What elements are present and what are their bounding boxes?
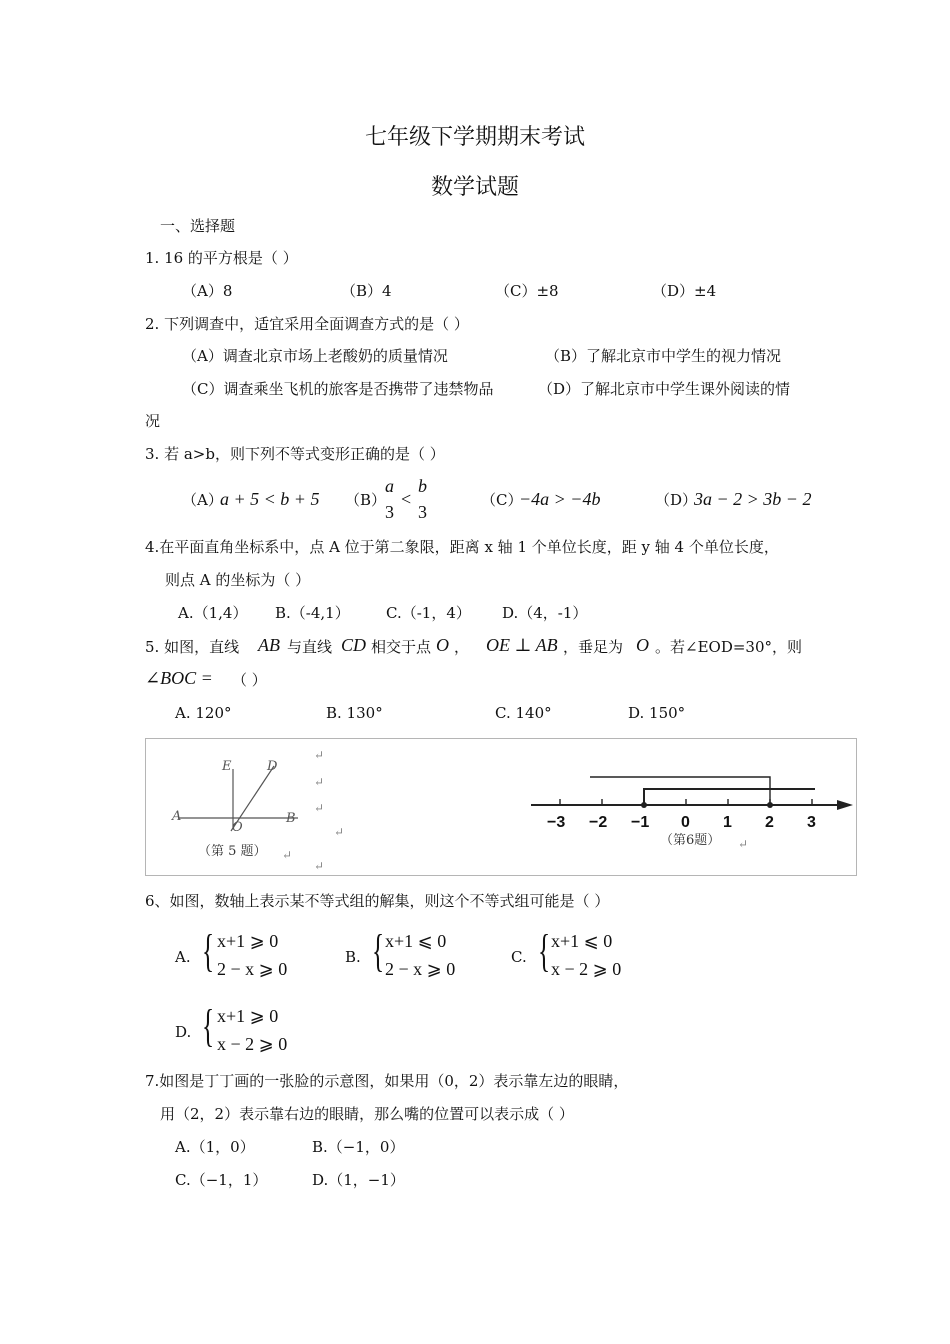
q6-option-a-system [217, 927, 287, 983]
q6-option-b-label: B. [345, 948, 361, 966]
tick-label: 3 [807, 814, 816, 831]
q3-option-b-num-a: a [385, 476, 394, 496]
q5-text-1: 5. 如图，直线 [145, 638, 240, 656]
q1-option-d: （D）±4 [652, 282, 717, 300]
q1-option-b: （B）4 [341, 282, 392, 300]
q6-option-b-brace: { [372, 925, 385, 976]
q3-option-d-label: （D） [655, 491, 698, 509]
exam-title: 七年级下学期期末考试 [364, 125, 585, 150]
q3-option-c-label: （C） [481, 491, 523, 509]
q3-option-a-expr: a + 5 < b + 5 [220, 489, 320, 509]
q7-stem: 7.如图是丁丁画的一张脸的示意图，如果用（0，2）表示靠左边的眼睛， [145, 1072, 629, 1090]
q6-option-c-ineq1: x+1 ⩽ 0 [551, 931, 613, 951]
figure-box [145, 738, 857, 876]
tick-label: 2 [765, 814, 774, 831]
q6-option-c-brace: { [538, 925, 551, 976]
q7-option-b: B.（−1，0） [312, 1138, 405, 1156]
q4-option-c: C.（-1，4） [386, 604, 471, 622]
q3-option-c-expr: −4a > −4b [519, 489, 601, 509]
q5-paren: （ ） [232, 671, 267, 689]
q6-option-c-ineq2: x − 2 ⩾ 0 [551, 959, 622, 979]
q5-text-2: 与直线 [287, 638, 333, 656]
q4-stem-line2: 则点 A 的坐标为（ ） [165, 571, 311, 589]
q5-angle-boc: ∠BOC = [145, 668, 213, 688]
q3-option-b-label: （B） [345, 491, 387, 509]
q5-text-5: ，垂足为 [563, 638, 624, 656]
q5-ab: AB [258, 635, 280, 655]
q6-option-c-label: C. [511, 948, 527, 966]
q5-option-a: A. 120° [175, 704, 232, 722]
return-mark: ↵ [314, 748, 325, 762]
return-mark: ↵ [334, 825, 345, 839]
solution-ray-ge-neg1 [644, 789, 815, 805]
q7-option-a: A.（1，0） [175, 1138, 255, 1156]
return-mark: ↵ [314, 775, 325, 789]
axis-arrow [837, 800, 853, 810]
q7-stem-line2: 用（2，2）表示靠右边的眼睛，那么嘴的位置可以表示成（ ） [160, 1105, 574, 1123]
q2-option-b: （B）了解北京市中学生的视力情况 [545, 347, 782, 365]
tick-label: 0 [681, 814, 690, 831]
tick-label: −2 [589, 814, 608, 831]
q3-option-d-expr: 3a − 2 > 3b − 2 [694, 489, 812, 509]
solid-dot-neg1 [641, 802, 647, 808]
q5-option-c: C. 140° [495, 704, 552, 722]
q5-cd: CD [341, 635, 367, 655]
q2-option-d-continued: 况 [145, 412, 161, 430]
q3-option-a-label: （A） [182, 491, 223, 509]
q6-option-a-brace: { [202, 925, 215, 976]
q6-stem: 6、如图，数轴上表示某不等式组的解集，则这个不等式组可能是（ ） [145, 892, 610, 910]
q1-option-a: （A）8 [182, 282, 233, 300]
solid-dot-2 [767, 802, 773, 808]
fig5-label-e: E [222, 759, 232, 774]
q1-option-c: （C）±8 [495, 282, 559, 300]
q2-stem: 2. 下列调查中，适宜采用全面调查方式的是（ ） [145, 315, 469, 333]
q4-option-b: B.（-4,1） [275, 604, 350, 622]
tick-label: 1 [723, 814, 732, 831]
q5-text-3: 相交于点 [371, 638, 432, 656]
q6-option-a-ineq1: x+1 ⩾ 0 [217, 931, 279, 951]
q4-stem: 4.在平面直角坐标系中，点 A 位于第二象限，距离 x 轴 1 个单位长度，距 y 轴 4 个单位长度， [145, 538, 779, 556]
return-mark: ↵ [314, 859, 325, 873]
q3-option-b-lt: < [401, 489, 412, 509]
fig5-label-a: A [172, 809, 182, 824]
q5-o: O [436, 635, 449, 655]
q5-oe-perp-ab: OE ⊥ AB [486, 635, 558, 655]
q7-option-c: C.（−1，1） [175, 1171, 268, 1189]
q2-option-a: （A）调查北京市场上老酸奶的质量情况 [182, 347, 448, 365]
q2-option-d: （D）了解北京市中学生课外阅读的情 [538, 380, 791, 398]
q3-option-b-den-b: 3 [418, 502, 427, 522]
fig5-caption: （第 5 题） [198, 844, 267, 859]
q6-option-c-system [551, 927, 621, 983]
exam-subtitle: 数学试题 [430, 175, 519, 200]
q5-text-6: 。若∠EOD=30°，则 [655, 638, 802, 656]
q6-option-a-ineq2: 2 − x ⩾ 0 [217, 959, 288, 979]
q4-option-a: A.（1,4） [178, 604, 248, 622]
q3-option-b-num-b: b [418, 476, 427, 496]
q4-option-d: D.（4，-1） [502, 604, 588, 622]
q3-option-b-den-a: 3 [385, 502, 394, 522]
q6-option-d-ineq1: x+1 ⩾ 0 [217, 1006, 279, 1026]
q6-option-d-brace: { [202, 1000, 215, 1051]
q5-option-d: D. 150° [628, 704, 686, 722]
fig6-caption: （第6题） [660, 833, 721, 848]
q6-option-b-ineq2: 2 − x ⩾ 0 [385, 959, 456, 979]
q1-stem: 1. 16 的平方根是（ ） [145, 249, 298, 267]
q6-option-d-ineq2: x − 2 ⩾ 0 [217, 1034, 288, 1054]
q6-option-a-label: A. [175, 948, 191, 966]
q7-option-d: D.（1，−1） [312, 1171, 405, 1189]
return-mark: ↵ [314, 801, 325, 815]
solution-ray-le-2 [590, 777, 770, 805]
q5-o2: O [636, 635, 649, 655]
q6-option-b-system [385, 927, 455, 983]
section-heading: 一、选择题 [160, 217, 236, 235]
q3-stem: 3. 若 a>b，则下列不等式变形正确的是（ ） [145, 445, 445, 463]
q6-option-d-label: D. [175, 1023, 192, 1041]
q5-text-4: ， [454, 638, 470, 656]
fig5-label-d: D [267, 759, 278, 774]
q5-option-b: B. 130° [326, 704, 383, 722]
fig5-label-o: O [232, 820, 243, 835]
return-mark: ↵ [282, 848, 293, 862]
q6-option-d-system [217, 1002, 287, 1058]
q6-option-b-ineq1: x+1 ⩽ 0 [385, 931, 447, 951]
fig5-label-b: B [286, 811, 296, 826]
tick-label: −3 [547, 814, 566, 831]
tick-label: −1 [631, 814, 650, 831]
q2-option-c: （C）调查乘坐飞机的旅客是否携带了违禁物品 [182, 380, 494, 398]
return-mark: ↵ [738, 837, 749, 851]
